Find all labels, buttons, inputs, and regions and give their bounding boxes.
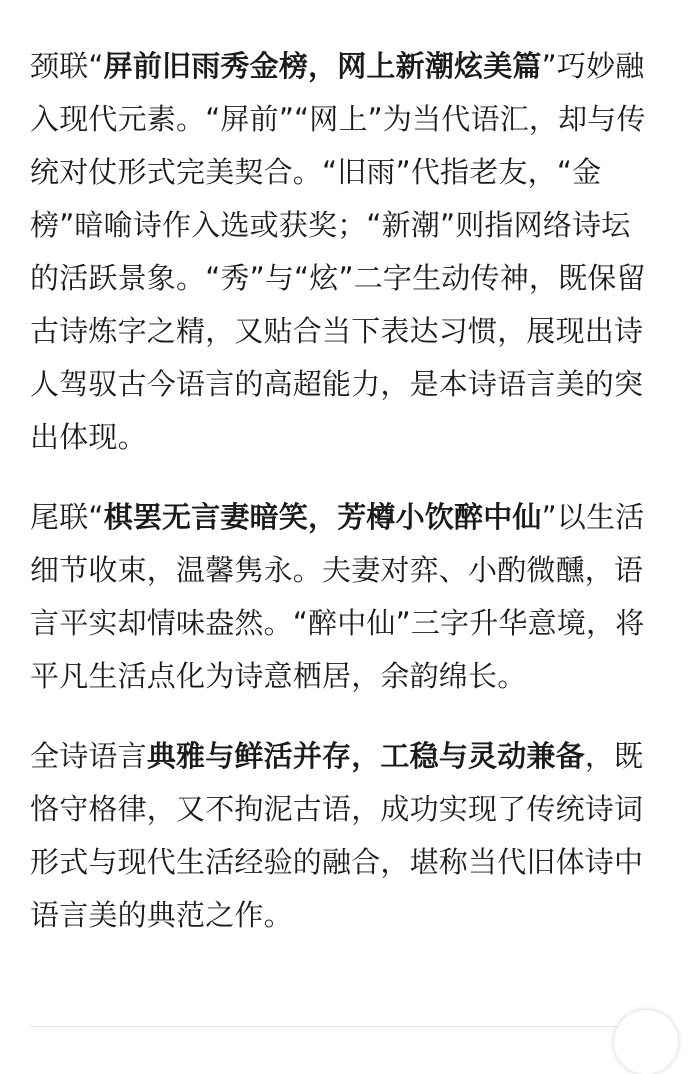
text-segment: 全诗语言 — [30, 739, 147, 773]
text-segment: ，既恪守格律，又不拘泥古语，成功实现了传统诗词形式与现代生活经验的融合，堪称当代旧体诗中语言美的典范之作。 — [30, 739, 644, 932]
bottom-divider — [30, 1026, 640, 1027]
paragraph-neck-couplet — [30, 40, 650, 464]
bold-phrase: 典雅与鲜活并存，工稳与灵动兼备 — [146, 739, 585, 773]
paragraph-tail-couplet — [30, 491, 650, 703]
text-segment: 颈联“ — [30, 49, 104, 83]
paragraph-summary — [30, 730, 650, 942]
text-segment: ”以生活细节收束，温馨隽永。夫妻对弈、小酌微醺，语言平实却情味盎然。“醉中仙”三字升华意境，将平凡生活点化为诗意栖居，余韵绵长。 — [30, 500, 645, 693]
text-segment: ”巧妙融入现代元素。“屏前”“网上”为当代语汇，却与传统对仗形式完美契合。“旧雨”代指老友，“金榜”暗喻诗作入选或获奖；“新潮”则指网络诗坛的活跃景象。“秀”与“炫”二字生动传神，既保留古诗炼字之精，又贴合当下表达习惯，展现出诗人驾驭古今语言的高超能力，是本诗语言美的突出体现。 — [30, 49, 646, 454]
bold-quote: 棋罢无言妻暗笑，芳樽小饮醉中仙 — [103, 500, 542, 534]
article-body — [30, 40, 650, 942]
bold-quote: 屏前旧雨秀金榜，网上新潮炫美篇 — [103, 49, 542, 83]
floating-action-button[interactable] — [614, 1010, 678, 1074]
text-segment: 尾联“ — [30, 500, 104, 534]
